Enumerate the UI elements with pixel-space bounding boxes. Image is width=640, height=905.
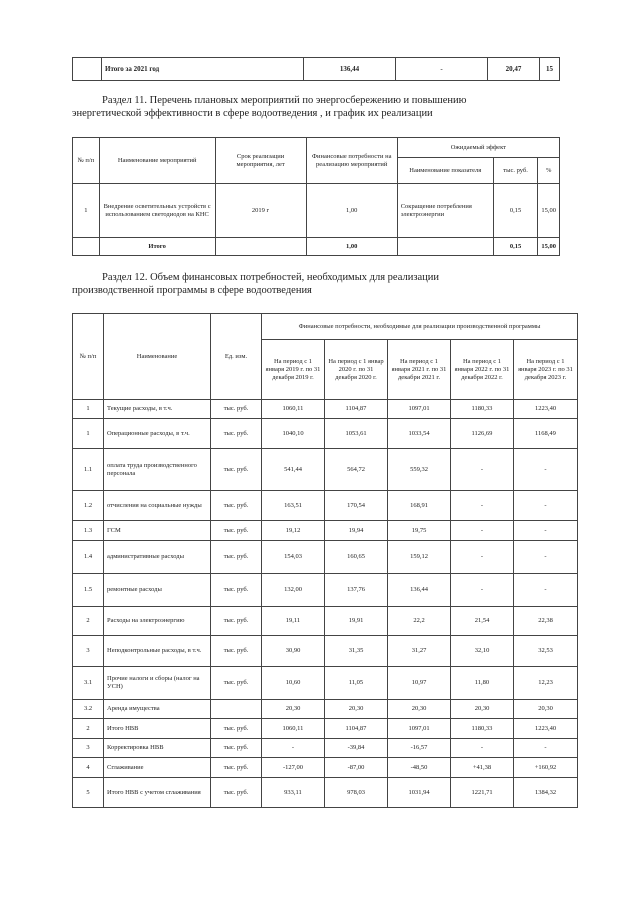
row-value-2020: 20,30 [325, 700, 388, 719]
row-unit: тыс. руб. [211, 449, 262, 491]
table-row [73, 238, 560, 256]
section-11-table [72, 137, 560, 256]
table-row [73, 700, 578, 719]
row-value-2023: - [514, 449, 578, 491]
row-value-2021: 31,27 [388, 636, 451, 667]
row-unit: тыс. руб. [211, 667, 262, 700]
section-12-heading [72, 271, 562, 297]
total-2021-amount: 136,44 [304, 58, 396, 81]
table-row [73, 400, 578, 419]
s12-header-period-2020: На период с 1 январ 2020 г. по 31 декабря 2020 г. [325, 340, 388, 400]
row-value-2019: 933,11 [262, 778, 325, 808]
section-11-title-line2: энергетической эффективности в сфере водоотведения , и график их реализации [72, 108, 433, 119]
row-value-2021: 136,44 [388, 574, 451, 607]
table-row [73, 719, 578, 739]
row-value-2023: - [514, 541, 578, 574]
row-value-2023: 12,23 [514, 667, 578, 700]
row-value-2020: -39,84 [325, 739, 388, 758]
s11-row-finance: 1,00 [306, 184, 397, 238]
row-name: административные расходы [104, 541, 211, 574]
row-value-2019: 19,12 [262, 521, 325, 541]
row-value-2023: 1384,32 [514, 778, 578, 808]
s12-header-period-2023: На период с 1 января 2023 г. по 31 декабря 2023 г. [514, 340, 578, 400]
row-value-2019: -127,00 [262, 758, 325, 778]
row-unit: тыс. руб. [211, 636, 262, 667]
total-2021-pct: 15 [540, 58, 560, 81]
row-value-2021: 1031,94 [388, 778, 451, 808]
row-value-2021: 159,12 [388, 541, 451, 574]
s11-row-name: Внедрение осветительных устройств с использованием светодиодов на КНС [99, 184, 215, 238]
row-num: 2 [73, 607, 104, 636]
s11-row-rub: 0,15 [493, 184, 538, 238]
row-value-2022: 1180,33 [451, 400, 514, 419]
row-num: 1.4 [73, 541, 104, 574]
s12-header-num: № п/п [73, 314, 104, 400]
row-num: 1.1 [73, 449, 104, 491]
table-row [73, 491, 578, 521]
row-value-2019: 30,90 [262, 636, 325, 667]
row-unit: тыс. руб. [211, 778, 262, 808]
row-value-2022: - [451, 541, 514, 574]
row-name: отчисления на социальные нужды [104, 491, 211, 521]
row-value-2022: 21,54 [451, 607, 514, 636]
table-row [73, 667, 578, 700]
s12-header-unit: Ед. изм. [211, 314, 262, 400]
row-value-2020: 1104,87 [325, 400, 388, 419]
row-unit: тыс. руб. [211, 400, 262, 419]
s11-header-effect: Ожидаемый эффект [397, 138, 559, 158]
table-row [73, 184, 560, 238]
row-unit: тыс. руб. [211, 739, 262, 758]
row-value-2022: 11,80 [451, 667, 514, 700]
row-unit: тыс. руб. [211, 491, 262, 521]
s11-header-name: Наименование мероприятий [99, 138, 215, 184]
table-row [73, 636, 578, 667]
row-value-2023: 22,38 [514, 607, 578, 636]
row-num: 1.5 [73, 574, 104, 607]
row-name: ремонтные расходы [104, 574, 211, 607]
row-num: 1.3 [73, 521, 104, 541]
section-11-title-line1: Раздел 11. Перечень плановых мероприятий по энергосбережению и повышению [102, 95, 467, 106]
s11-row-pct: 15,00 [538, 184, 560, 238]
row-value-2019: - [262, 739, 325, 758]
row-name: оплата труда производственного персонала [104, 449, 211, 491]
table-row [73, 449, 578, 491]
row-value-2023: 1223,40 [514, 719, 578, 739]
s11-header-finance: Финансовые потребности на реализацию мероприятий [306, 138, 397, 184]
row-num: 3 [73, 739, 104, 758]
s12-header-period-2021: На период с 1 января 2021 г. по 31 декабри 2021 г. [388, 340, 451, 400]
row-num: 1 [73, 419, 104, 449]
row-value-2019: 19,11 [262, 607, 325, 636]
row-unit: тыс. руб. [211, 719, 262, 739]
row-value-2019: 1060,11 [262, 400, 325, 419]
row-num: 1.2 [73, 491, 104, 521]
s11-header-term: Срок реализации мероприятия, лет [215, 138, 306, 184]
s12-body [73, 400, 578, 808]
row-value-2023: - [514, 491, 578, 521]
s11-row-indicator: Сокращение потребления электроэнергии [397, 184, 493, 238]
s12-header-group: Финансовые потребности, необходимые для реализации производственной программы [262, 314, 578, 340]
row-value-2020: 31,35 [325, 636, 388, 667]
row-value-2022: - [451, 491, 514, 521]
row-unit: тыс. руб. [211, 419, 262, 449]
row-value-2020: 19,94 [325, 521, 388, 541]
row-name: Неподконтрольные расходы, в т.ч. [104, 636, 211, 667]
row-name: Сглаживание [104, 758, 211, 778]
row-value-2023: - [514, 521, 578, 541]
row-unit: тыс. руб. [211, 521, 262, 541]
s11-header-num: № п/п [73, 138, 100, 184]
row-unit: тыс. руб. [211, 574, 262, 607]
row-name: Операционные расходы, в т.ч. [104, 419, 211, 449]
row-value-2022: 1180,33 [451, 719, 514, 739]
row-unit: тыс. руб. [211, 758, 262, 778]
s12-header-period-2019: На период с 1 января 2019 г. по 31 декабря 2019 г. [262, 340, 325, 400]
row-unit: тыс. руб. [211, 607, 262, 636]
row-value-2020: 1053,61 [325, 419, 388, 449]
row-name: Расходы на электроэнергию [104, 607, 211, 636]
row-value-2020: 170,54 [325, 491, 388, 521]
s11-header-pct: % [538, 158, 560, 184]
row-value-2020: 137,76 [325, 574, 388, 607]
total-2021-rub: 20,47 [488, 58, 540, 81]
row-value-2020: 1104,87 [325, 719, 388, 739]
row-value-2020: 19,91 [325, 607, 388, 636]
row-value-2022: - [451, 521, 514, 541]
row-value-2023: 20,30 [514, 700, 578, 719]
row-value-2019: 541,44 [262, 449, 325, 491]
row-value-2019: 154,03 [262, 541, 325, 574]
row-value-2023: - [514, 574, 578, 607]
section-12-title-line2: производственной программы в сфере водоотведения [72, 285, 312, 296]
row-value-2021: 168,91 [388, 491, 451, 521]
total-2021-dash: - [396, 58, 488, 81]
row-value-2019: 10,60 [262, 667, 325, 700]
row-num: 1 [73, 400, 104, 419]
row-value-2022: - [451, 739, 514, 758]
s11-row-term: 2019 г [215, 184, 306, 238]
row-name: Аренда имущества [104, 700, 211, 719]
row-value-2021: 1097,01 [388, 400, 451, 419]
row-num: 3 [73, 636, 104, 667]
row-value-2023: +160,92 [514, 758, 578, 778]
s11-total-finance: 1,00 [306, 238, 397, 256]
row-value-2022: - [451, 574, 514, 607]
row-value-2020: -87,00 [325, 758, 388, 778]
row-name: Корректировка НВВ [104, 739, 211, 758]
row-num: 5 [73, 778, 104, 808]
s11-row-num: 1 [73, 184, 100, 238]
table-row [73, 541, 578, 574]
table-row [73, 607, 578, 636]
previous-table-total-row [72, 57, 560, 81]
row-value-2021: -16,57 [388, 739, 451, 758]
row-value-2020: 564,72 [325, 449, 388, 491]
row-name: Текущие расходы, в т.ч. [104, 400, 211, 419]
s12-header-period-2022: На период с 1 января 2022 г. по 31 декабря 2022 г. [451, 340, 514, 400]
row-value-2019: 1060,11 [262, 719, 325, 739]
row-value-2019: 1040,10 [262, 419, 325, 449]
row-value-2020: 978,03 [325, 778, 388, 808]
s11-total-label: Итого [99, 238, 215, 256]
table-row [73, 574, 578, 607]
row-name: Итого НВВ с учетом сглаживания [104, 778, 211, 808]
row-value-2022: - [451, 449, 514, 491]
row-value-2022: 1221,71 [451, 778, 514, 808]
row-name: Итого НВВ [104, 719, 211, 739]
row-value-2021: 1033,54 [388, 419, 451, 449]
row-unit: тыс. руб. [211, 541, 262, 574]
table-row [73, 778, 578, 808]
section-11-heading [72, 94, 562, 120]
row-value-2023: 1168,49 [514, 419, 578, 449]
row-value-2019: 132,00 [262, 574, 325, 607]
row-value-2022: 32,10 [451, 636, 514, 667]
row-value-2023: 32,53 [514, 636, 578, 667]
row-value-2021: 20,30 [388, 700, 451, 719]
row-num: 3.1 [73, 667, 104, 700]
row-value-2019: 20,30 [262, 700, 325, 719]
s11-header-rub: тыс. руб. [493, 158, 538, 184]
table-row [73, 758, 578, 778]
row-value-2020: 11,05 [325, 667, 388, 700]
row-value-2022: +41,38 [451, 758, 514, 778]
row-num: 3.2 [73, 700, 104, 719]
s11-total-rub: 0,15 [493, 238, 538, 256]
row-value-2021: 19,75 [388, 521, 451, 541]
s11-header-indicator: Наименование показателя [397, 158, 493, 184]
row-value-2021: -48,50 [388, 758, 451, 778]
s12-header-name: Наименование [104, 314, 211, 400]
table-row [73, 739, 578, 758]
row-num: 2 [73, 719, 104, 739]
row-unit [211, 700, 262, 719]
total-2021-label: Итого за 2021 год [102, 58, 304, 81]
table-row [73, 521, 578, 541]
row-value-2021: 1097,01 [388, 719, 451, 739]
row-value-2023: - [514, 739, 578, 758]
row-value-2021: 10,97 [388, 667, 451, 700]
row-value-2023: 1223,40 [514, 400, 578, 419]
row-value-2021: 559,32 [388, 449, 451, 491]
row-value-2020: 160,65 [325, 541, 388, 574]
section-12-title-line1: Раздел 12. Объем финансовых потребностей, необходимых для реализации [102, 272, 439, 283]
row-value-2021: 22,2 [388, 607, 451, 636]
section-12-table [72, 313, 578, 808]
row-value-2022: 20,30 [451, 700, 514, 719]
row-name: ГСМ [104, 521, 211, 541]
row-name: Прочие налоги и сборы (налог на УСН) [104, 667, 211, 700]
row-value-2019: 163,51 [262, 491, 325, 521]
row-num: 4 [73, 758, 104, 778]
s11-total-pct: 15,00 [538, 238, 560, 256]
row-value-2022: 1126,69 [451, 419, 514, 449]
table-row [73, 419, 578, 449]
